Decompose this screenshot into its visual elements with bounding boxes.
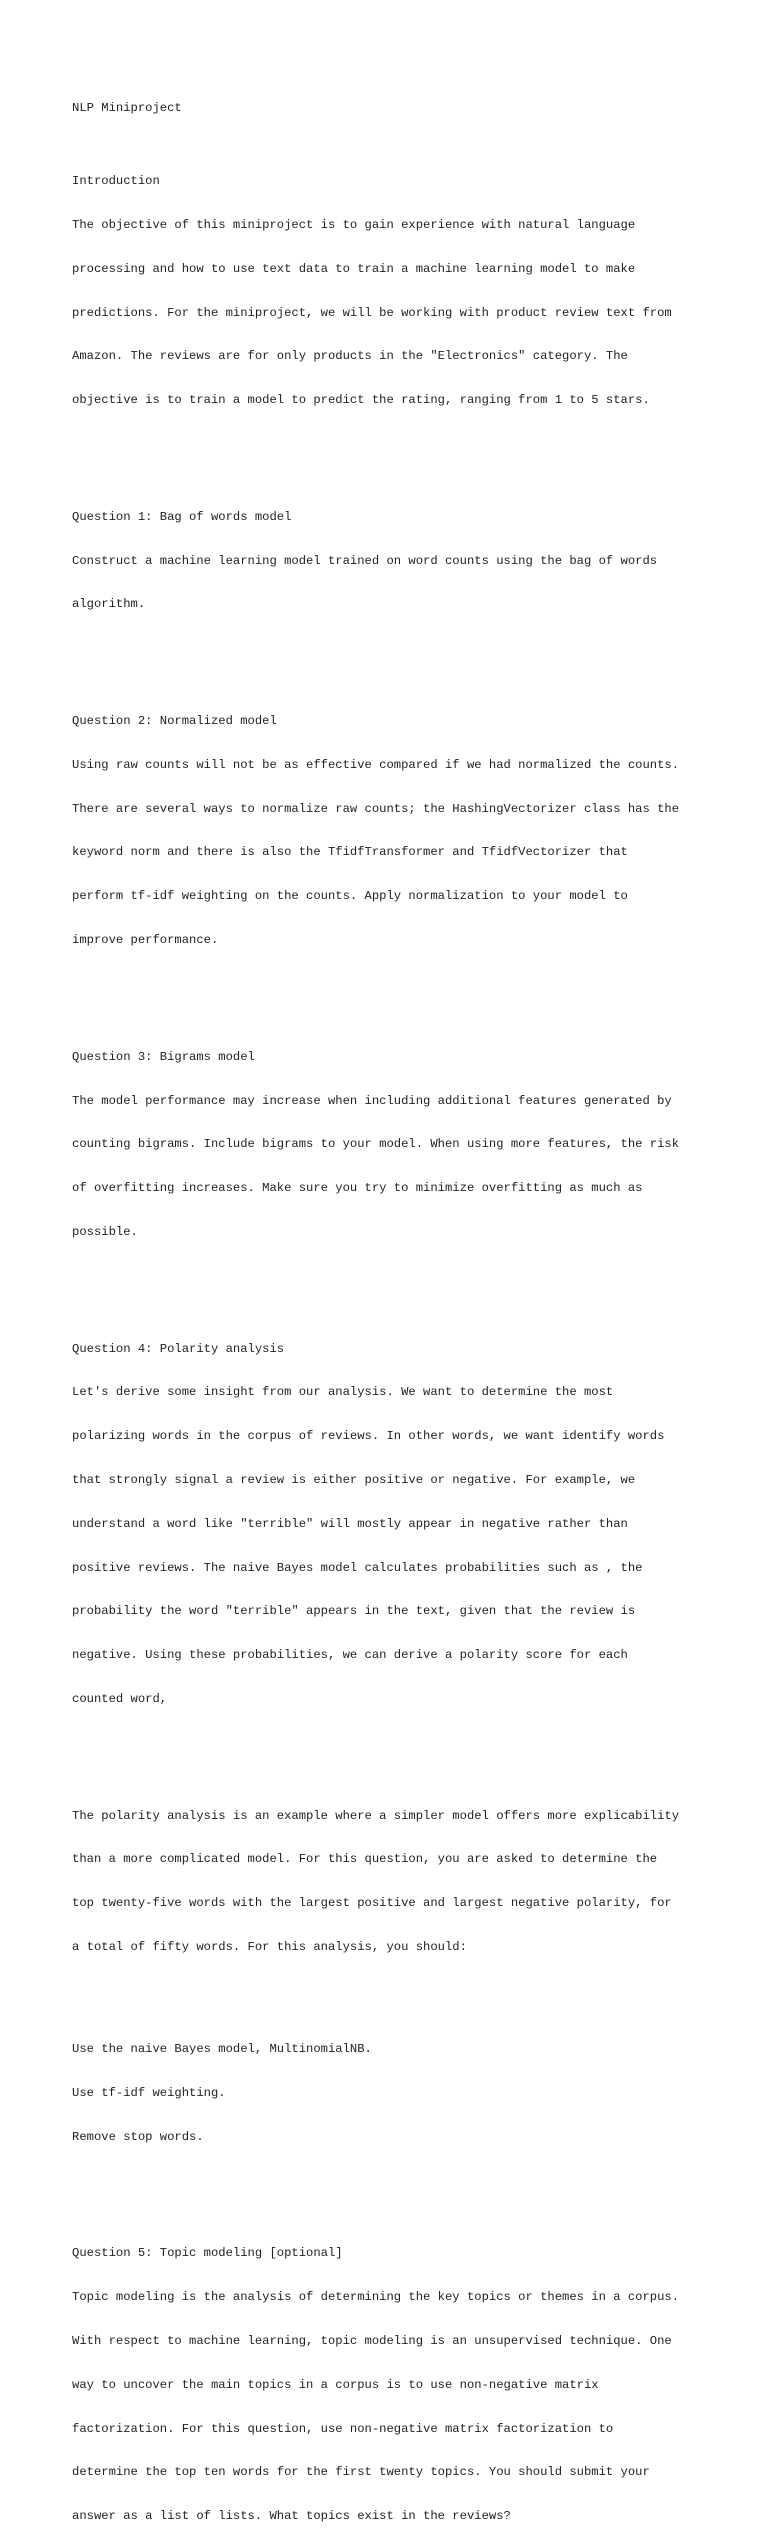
q5-line: way to uncover the main topics in a corpus is to use non-negative matrix <box>72 2377 599 2392</box>
q4-line: polarizing words in the corpus of reviews. In other words, we want identify words <box>72 1429 665 1444</box>
q4-line: than a more complicated model. For this question, you are asked to determine the <box>72 1852 658 1867</box>
intro-line: Amazon. The reviews are for only products in the "Electronics" category. The <box>72 349 628 364</box>
q3-line: counting bigrams. Include bigrams to your model. When using more features, the risk <box>72 1137 680 1152</box>
section-spacer <box>72 1984 708 1999</box>
section-spacer <box>72 437 708 452</box>
q3-line: of overfitting increases. Make sure you try to minimize overfitting as much as <box>72 1181 643 1196</box>
q4-line: counted word, <box>72 1691 168 1706</box>
section-spacer <box>72 1269 708 1284</box>
section-spacer <box>72 977 708 992</box>
section-spacer <box>72 641 708 656</box>
q3-heading: Question 3: Bigrams model <box>72 1049 255 1064</box>
q5-line: With respect to machine learning, topic modeling is an unsupervised technique. One <box>72 2334 672 2349</box>
intro-line: processing and how to use text data to train a machine learning model to make <box>72 261 636 276</box>
q3-line: possible. <box>72 1224 138 1239</box>
q5-line: determine the top ten words for the first twenty topics. You should submit your <box>72 2465 650 2480</box>
q2-heading: Question 2: Normalized model <box>72 714 277 729</box>
q4-list-item: Use the naive Bayes model, MultinomialNB. <box>72 2042 372 2057</box>
intro-line: objective is to train a model to predict the rating, ranging from 1 to 5 stars. <box>72 393 650 408</box>
q4-line: probability the word "terrible" appears in the text, given that the review is <box>72 1604 636 1619</box>
intro-heading: Introduction <box>72 174 160 189</box>
q5-heading: Question 5: Topic modeling [optional] <box>72 2246 343 2261</box>
q4-line: a total of fifty words. For this analysis, you should: <box>72 1940 467 1954</box>
section-spacer <box>72 1736 708 1765</box>
q5-line: answer as a list of lists. What topics exist in the reviews? <box>72 2509 511 2524</box>
q3-line: The model performance may increase when including additional features generated by <box>72 1093 672 1108</box>
q4-line: top twenty-five words with the largest positive and largest negative polarity, for <box>72 1896 672 1911</box>
q2-line: perform tf-idf weighting on the counts. Apply normalization to your model to <box>72 889 628 904</box>
q1-line: Construct a machine learning model trained on word counts using the bag of words <box>72 553 658 568</box>
q4-line: positive reviews. The naive Bayes model calculates probabilities such as , the <box>72 1560 643 1575</box>
q4-line: understand a word like "terrible" will mostly appear in negative rather than <box>72 1516 628 1531</box>
q5-line: factorization. For this question, use non-negative matrix factorization to <box>72 2421 614 2436</box>
q2-line: Using raw counts will not be as effective compared if we had normalized the counts. <box>72 757 680 772</box>
q4-line: Let's derive some insight from our analysis. We want to determine the most <box>72 1385 614 1400</box>
q1-heading: Question 1: Bag of words model <box>72 509 292 524</box>
q2-line: There are several ways to normalize raw counts; the HashingVectorizer class has the <box>72 801 680 816</box>
q4-line: The polarity analysis is an example where a simpler model offers more explicability <box>72 1808 680 1823</box>
q5-line: Topic modeling is the analysis of determining the key topics or themes in a corpus. <box>72 2290 680 2305</box>
section-spacer <box>72 2174 708 2189</box>
intro-line: The objective of this miniproject is to gain experience with natural language <box>72 217 636 232</box>
q4-list-item: Remove stop words. <box>72 2129 204 2144</box>
document-title: NLP Miniproject <box>72 101 182 116</box>
q2-line: keyword norm and there is also the TfidfTransformer and TfidfVectorizer that <box>72 845 628 860</box>
intro-line: predictions. For the miniproject, we will be working with product review text from <box>72 305 672 320</box>
q4-line: that strongly signal a review is either positive or negative. For example, we <box>72 1473 636 1487</box>
q2-line: improve performance. <box>72 933 219 948</box>
q4-line: negative. Using these probabilities, we can derive a polarity score for each <box>72 1648 628 1663</box>
q4-heading: Question 4: Polarity analysis <box>72 1341 285 1356</box>
q4-list-item: Use tf-idf weighting. <box>72 2085 226 2100</box>
q1-line: algorithm. <box>72 597 146 612</box>
